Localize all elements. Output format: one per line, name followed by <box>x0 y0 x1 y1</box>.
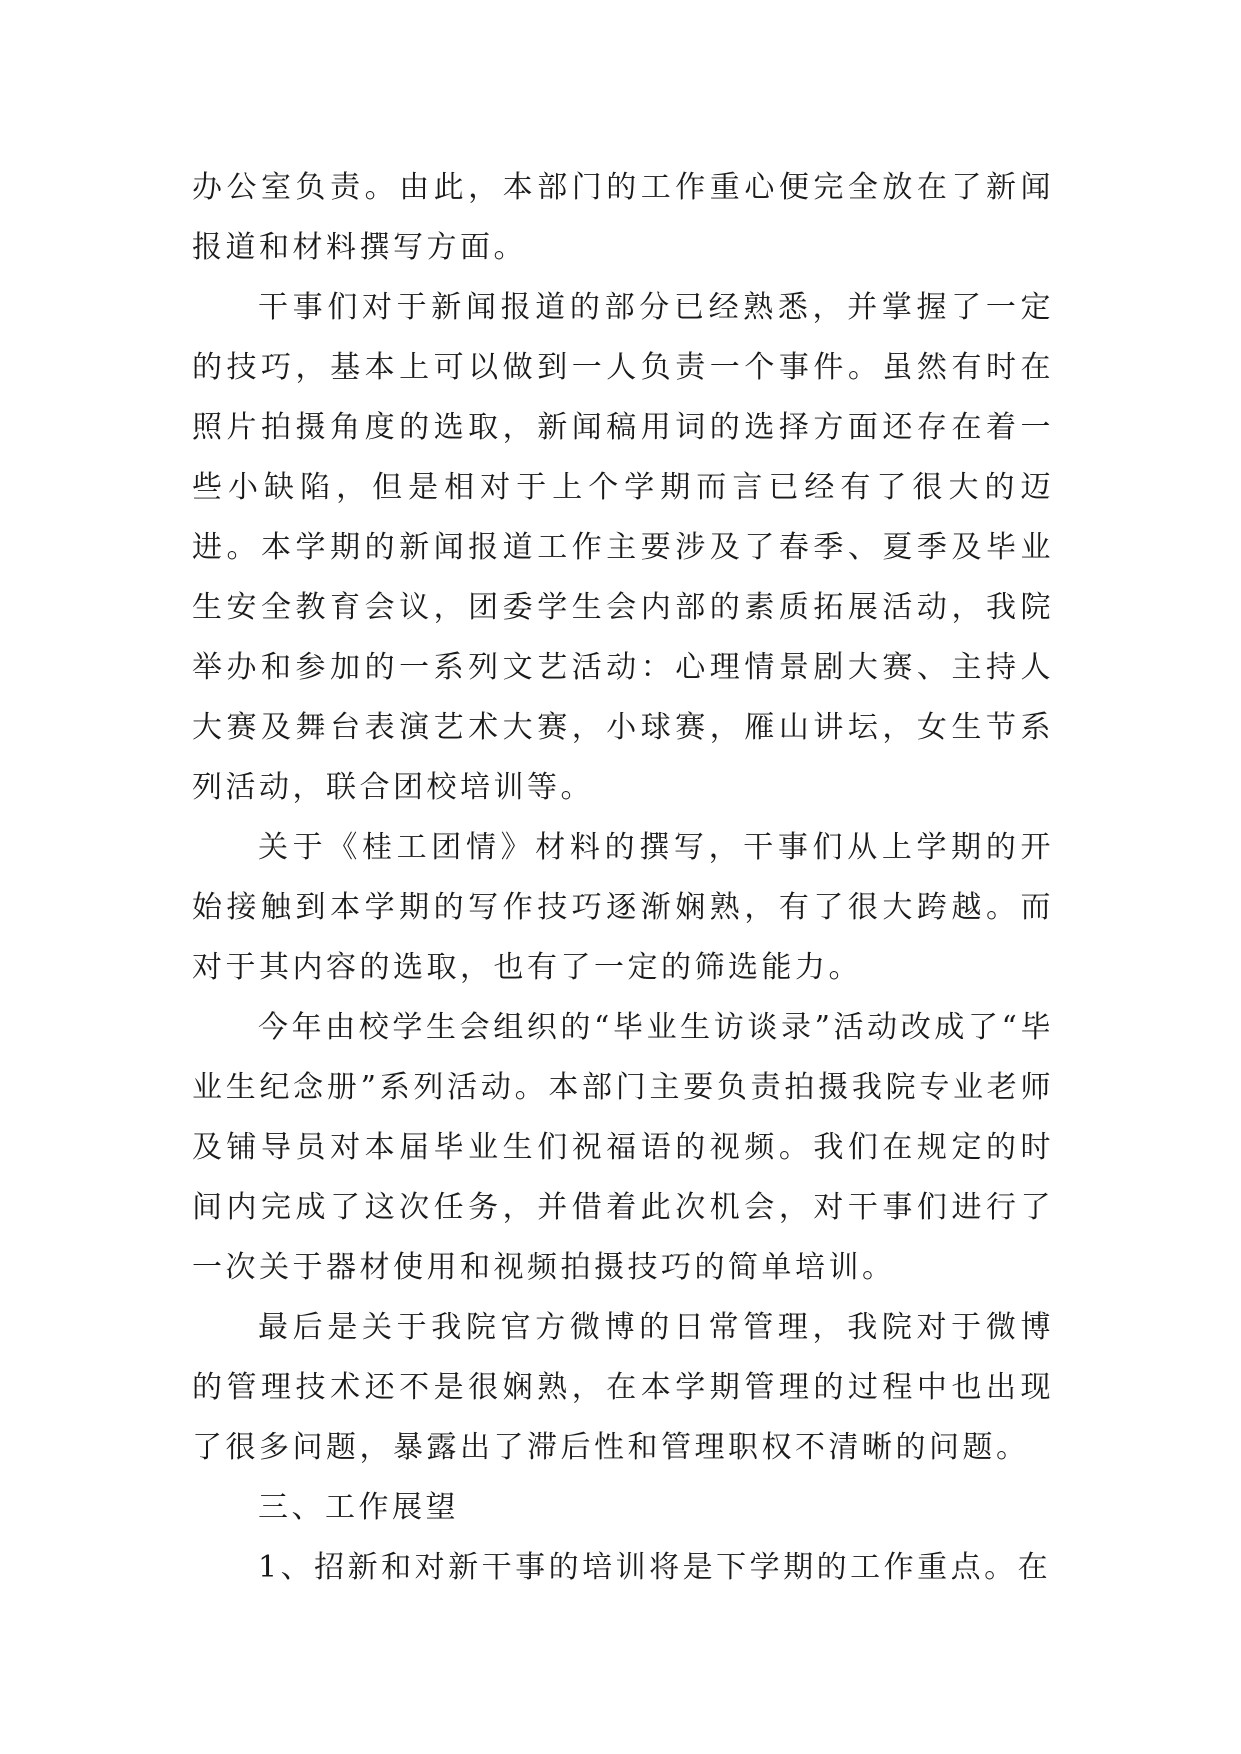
section-heading-work-outlook: 三、工作展望 <box>258 1490 459 1525</box>
paragraph-recruitment-training: 1、招新和对新干事的培训将是下学期的工作重点。在 <box>258 1550 1052 1585</box>
paragraph-office-responsibility: 办公室负责。由此，本部门的工作重心便完全放在了新闻报道和材料撰写方面。 <box>192 170 1054 265</box>
paragraph-news-reporting: 干事们对于新闻报道的部分已经熟悉，并掌握了一定的技巧，基本上可以做到一人负责一个事件。虽然有时在照片拍摄角度的选取，新闻稿用词的选择方面还存在着一些小缺陷，但是相对于上个学期而言已经有了很大的迈进。本学期的新闻报道工作主要涉及了春季、夏季及毕业生安全教育会议，团委学生会内部的素质拓展活动，我院举办和参加的一系列文艺活动：心理情景剧大赛、主持人大赛及舞台表演艺术大赛，小球赛，雁山讲坛，女生节系列活动，联合团校培训等。 <box>192 290 1054 805</box>
paragraph-material-writing: 关于《桂工团情》材料的撰写，干事们从上学期的开始接触到本学期的写作技巧逐渐娴熟，有了很大跨越。而对于其内容的选取，也有了一定的筛选能力。 <box>192 830 1054 985</box>
paragraph-graduate-album: 今年由校学生会组织的“毕业生访谈录”活动改成了“毕业生纪念册”系列活动。本部门主要负责拍摄我院专业老师及铺导员对本届毕业生们祝福语的视频。我们在规定的时间内完成了这次任务，并借着此次机会，对干事们进行了一次关于器材使用和视频拍摄技巧的简单培训。 <box>192 1010 1054 1285</box>
document-body <box>192 158 1054 1598</box>
paragraph-weibo-management: 最后是关于我院官方微博的日常管理，我院对于微博的管理技术还不是很娴熟，在本学期管理的过程中也出现了很多问题，暴露出了滞后性和管理职权不清晰的问题。 <box>192 1310 1054 1465</box>
